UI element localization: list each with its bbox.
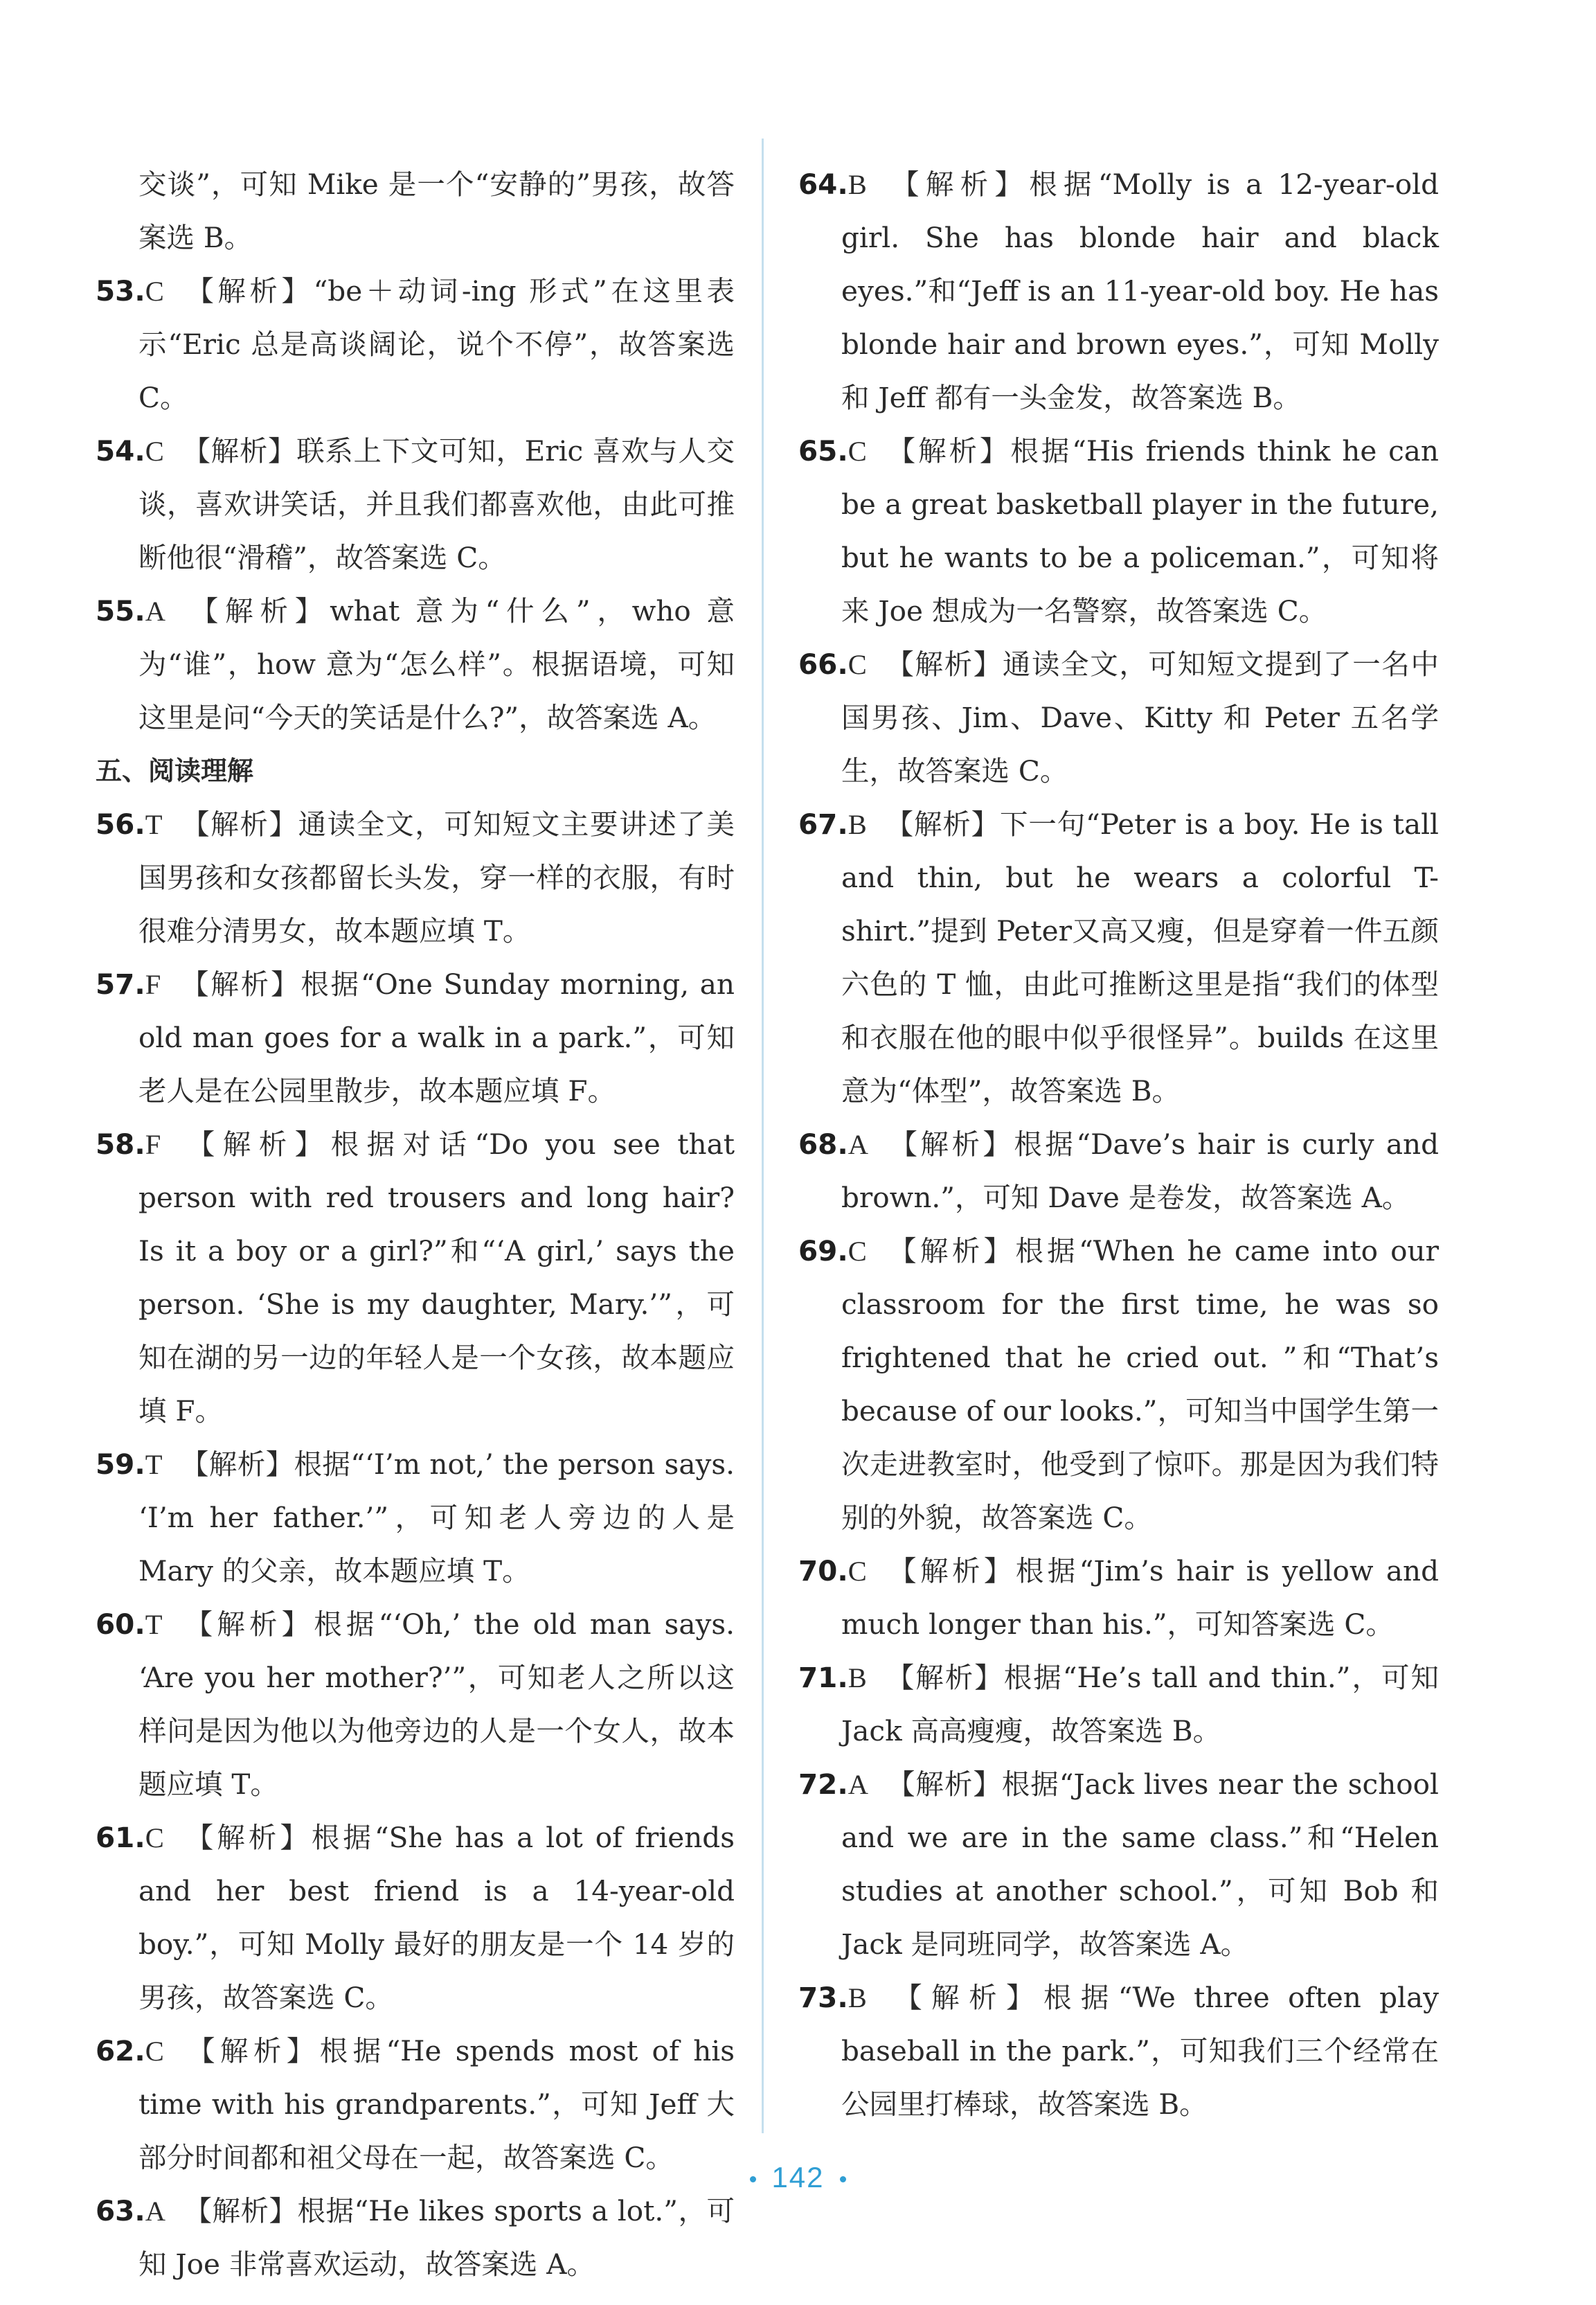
analysis-tag: 【解析】 [181,274,314,308]
answer-letter: C [145,1822,164,1853]
answer-letter: A [145,596,165,627]
answer-item-60 [96,1598,735,1811]
answer-item-65 [798,425,1439,638]
answer-item-58 [96,1118,735,1438]
analysis-tag: 【解析】 [180,808,298,841]
explanation-text: 根据对话“Do you see that person with red trousers and long hair? Is it a boy or a girl?”和“‘A girl,’ says the person. ‘She is my daughter, Mary.’”，可知在湖的另一边的年轻人是一个女孩，故本题应填 F。 [138,1128,735,1427]
explanation-text: 根据“‘I’m not,’ the person says. ‘I’m her father.’”，可知老人旁边的人是 Mary 的父亲，故本题应填 T。 [138,1448,735,1587]
analysis-tag: 【解析】 [179,1128,331,1161]
explanation-text: 根据“Dave’s hair is curly and brown.”，可知 Dave 是卷发，故答案选 A。 [841,1128,1440,1214]
question-number: 53. [96,274,145,308]
answer-item-56 [96,798,735,958]
explanation-text: 下一句“Peter is a boy. He is tall and thin, but he wears a colorful T-shirt.”提到 Peter又高又瘦，但是穿着一件五颜六色的 T 恤，由此可推断这里是指“我们的体型和衣服在他的眼中似乎很怪异”。builds 在这里意为“体型”，故答案选 B。 [841,808,1440,1107]
left-column [96,158,735,2291]
answer-item-67 [798,798,1439,1118]
analysis-tag: 【解析】 [183,594,330,628]
question-number: 63. [96,2194,145,2227]
explanation-text: what 意为“什么”，who 意为“谁”，how 意为“怎么样”。根据语境，可知这里是问“今天的笑话是什么?”，故答案选 A。 [138,594,735,734]
page-footer [0,2161,1596,2194]
analysis-tag: 【解析】 [183,2194,298,2227]
question-number: 61. [96,1821,145,1854]
answer-letter: A [848,1129,868,1160]
answer-letter: T [145,1609,163,1640]
explanation-text: 根据“One Sunday morning, an old man goes for a walk in a park.”，可知老人是在公园里散步，故本题应填 F。 [138,968,735,1107]
question-number: 65. [798,434,848,468]
column-divider [762,139,764,2133]
answer-item-53 [96,265,735,425]
answer-letter: A [848,1769,868,1800]
answer-letter: F [145,969,161,1000]
explanation-text: 根据“He spends most of his time with his grandparents.”，可知 Jeff 大部分时间都和祖父母在一起，故答案选 C。 [138,2034,735,2174]
question-number: 59. [96,1448,145,1481]
analysis-tag: 【解析】 [180,1448,294,1481]
answer-item-64 [798,158,1439,425]
analysis-tag: 【解析】 [884,1981,1043,2014]
answer-item-54 [96,425,735,585]
analysis-tag: 【解析】 [884,1234,1016,1267]
question-number: 60. [96,1608,145,1641]
question-number: 66. [798,648,848,681]
answer-item-73 [798,1971,1439,2131]
answer-item-69 [798,1225,1439,1545]
analysis-tag: 【解析】 [884,434,1011,468]
analysis-tag: 【解析】 [179,968,301,1001]
answer-item-55 [96,585,735,745]
question-number: 70. [798,1554,848,1587]
answer-letter: C [145,276,164,307]
explanation-text: 根据“We three often play baseball in the park.”，可知我们三个经常在公园里打棒球，故答案选 B。 [841,1981,1439,2121]
answer-item-63 [96,2184,735,2291]
right-column [798,158,1439,2131]
bullet-dot-icon [840,2176,846,2182]
question-number: 56. [96,808,145,841]
explanation-text: 通读全文，可知短文提到了一名中国男孩、Jim、Dave、Kitty 和 Peter 五名学生，故答案选 C。 [841,648,1440,787]
question-number: 69. [798,1234,848,1267]
analysis-tag: 【解析】 [180,1608,314,1641]
analysis-tag: 【解析】 [181,2034,320,2067]
answer-item-70 [798,1545,1439,1651]
analysis-tag: 【解析】 [884,808,1001,841]
analysis-tag: 【解析】 [886,1768,1002,1801]
answer-item-68 [798,1118,1439,1225]
answer-letter: B [848,809,867,840]
explanation-text: 根据“Jim’s hair is yellow and much longer than his.”，可知答案选 C。 [841,1554,1440,1641]
analysis-tag: 【解析】 [886,1128,1014,1161]
analysis-tag: 【解析】 [884,1661,1004,1694]
question-number: 62. [96,2034,145,2067]
continued-explanation: 交谈”，可知 Mike 是一个“安静的”男孩，故答案选 B。 [138,168,735,254]
question-number: 58. [96,1128,145,1161]
bullet-dot-icon [750,2176,756,2182]
section-title: 五、阅读理解 [96,756,254,786]
answer-item-71 [798,1651,1439,1758]
answer-letter: B [848,169,867,200]
analysis-tag: 【解析】 [181,434,297,468]
explanation-text: 根据“‘Oh,’ the old man says. ‘Are you her mother?’”，可知老人之所以这样问是因为他以为他旁边的人是一个女人，故本题应填 T。 [138,1608,735,1801]
question-number: 73. [798,1981,848,2014]
answer-letter: C [848,649,867,680]
answer-letter: C [145,436,164,467]
answer-letter: F [145,1129,161,1160]
explanation-text: “be＋动词-ing 形式”在这里表示“Eric 总是高谈阔论，说个不停”，故答案选 C。 [138,274,735,414]
analysis-tag: 【解析】 [884,1554,1016,1587]
question-number: 68. [798,1128,848,1161]
explanation-text: 根据“Molly is a 12-year-old girl. She has blonde hair and black eyes.”和“Jeff is an 11-year-old boy. He has blonde hair and brown eyes.”，可知 Molly 和 Jeff 都有一头金发，故答案选 B。 [841,168,1439,414]
question-number: 64. [798,168,848,201]
answer-letter: B [848,1662,867,1693]
answer-letter: C [848,436,867,467]
answer-item-66 [798,638,1439,798]
answer-item-57 [96,958,735,1118]
answer-item-61 [96,1811,735,2024]
question-number: 54. [96,434,145,468]
question-number: 72. [798,1768,848,1801]
answer-letter: C [848,1236,867,1267]
answer-letter: C [848,1556,867,1587]
analysis-tag: 【解析】 [884,168,1030,201]
answer-letter: B [848,1982,867,2013]
explanation-text: 根据“He likes sports a lot.”，可知 Joe 非常喜欢运动，故答案选 A。 [138,2194,735,2281]
answer-letter: C [145,2036,164,2067]
explanation-text: 根据“She has a lot of friends and her best friend is a 14-year-old boy.”，可知 Molly 最好的朋友是一个 14 岁的男孩，故答案选 C。 [138,1821,735,2014]
analysis-tag: 【解析】 [884,648,1003,681]
page-number: 142 [771,2161,825,2193]
answer-item-59 [96,1438,735,1598]
answer-letter: T [145,809,163,840]
analysis-tag: 【解析】 [181,1821,312,1854]
explanation-text: 根据“He’s tall and thin.”，可知 Jack 高高瘦瘦，故答案选 B。 [841,1661,1439,1747]
answer-letter: A [145,2196,165,2227]
explanation-text: 联系上下文可知，Eric 喜欢与人交谈，喜欢讲笑话，并且我们都喜欢他，由此可推断他很“滑稽”，故答案选 C。 [138,434,735,574]
explanation-text: 根据“His friends think he can be a great basketball player in the future, but he wants to be a policeman.”，可知将来 Joe 想成为一名警察，故答案选 C。 [841,434,1439,628]
explanation-text: 根据“Jack lives near the school and we are in the same class.”和“Helen studies at another school.”，可知 Bob 和 Jack 是同班同学，故答案选 A。 [841,1768,1440,1961]
answer-letter: T [145,1449,163,1480]
question-number: 67. [798,808,848,841]
question-number: 57. [96,968,145,1001]
explanation-text: 根据“When he came into our classroom for the first time, he was so frightened that he cried out. ”和“That’s because of our looks.”，可知当中国学生第一次走进教室时，他受到了惊吓。那是因为我们特别的外貌，故答案选 C。 [841,1234,1439,1534]
question-number: 55. [96,594,145,628]
question-number: 71. [798,1661,848,1694]
explanation-text: 通读全文，可知短文主要讲述了美国男孩和女孩都留长头发，穿一样的衣服，有时很难分清男女，故本题应填 T。 [138,808,735,947]
answer-item-72 [798,1758,1439,1971]
